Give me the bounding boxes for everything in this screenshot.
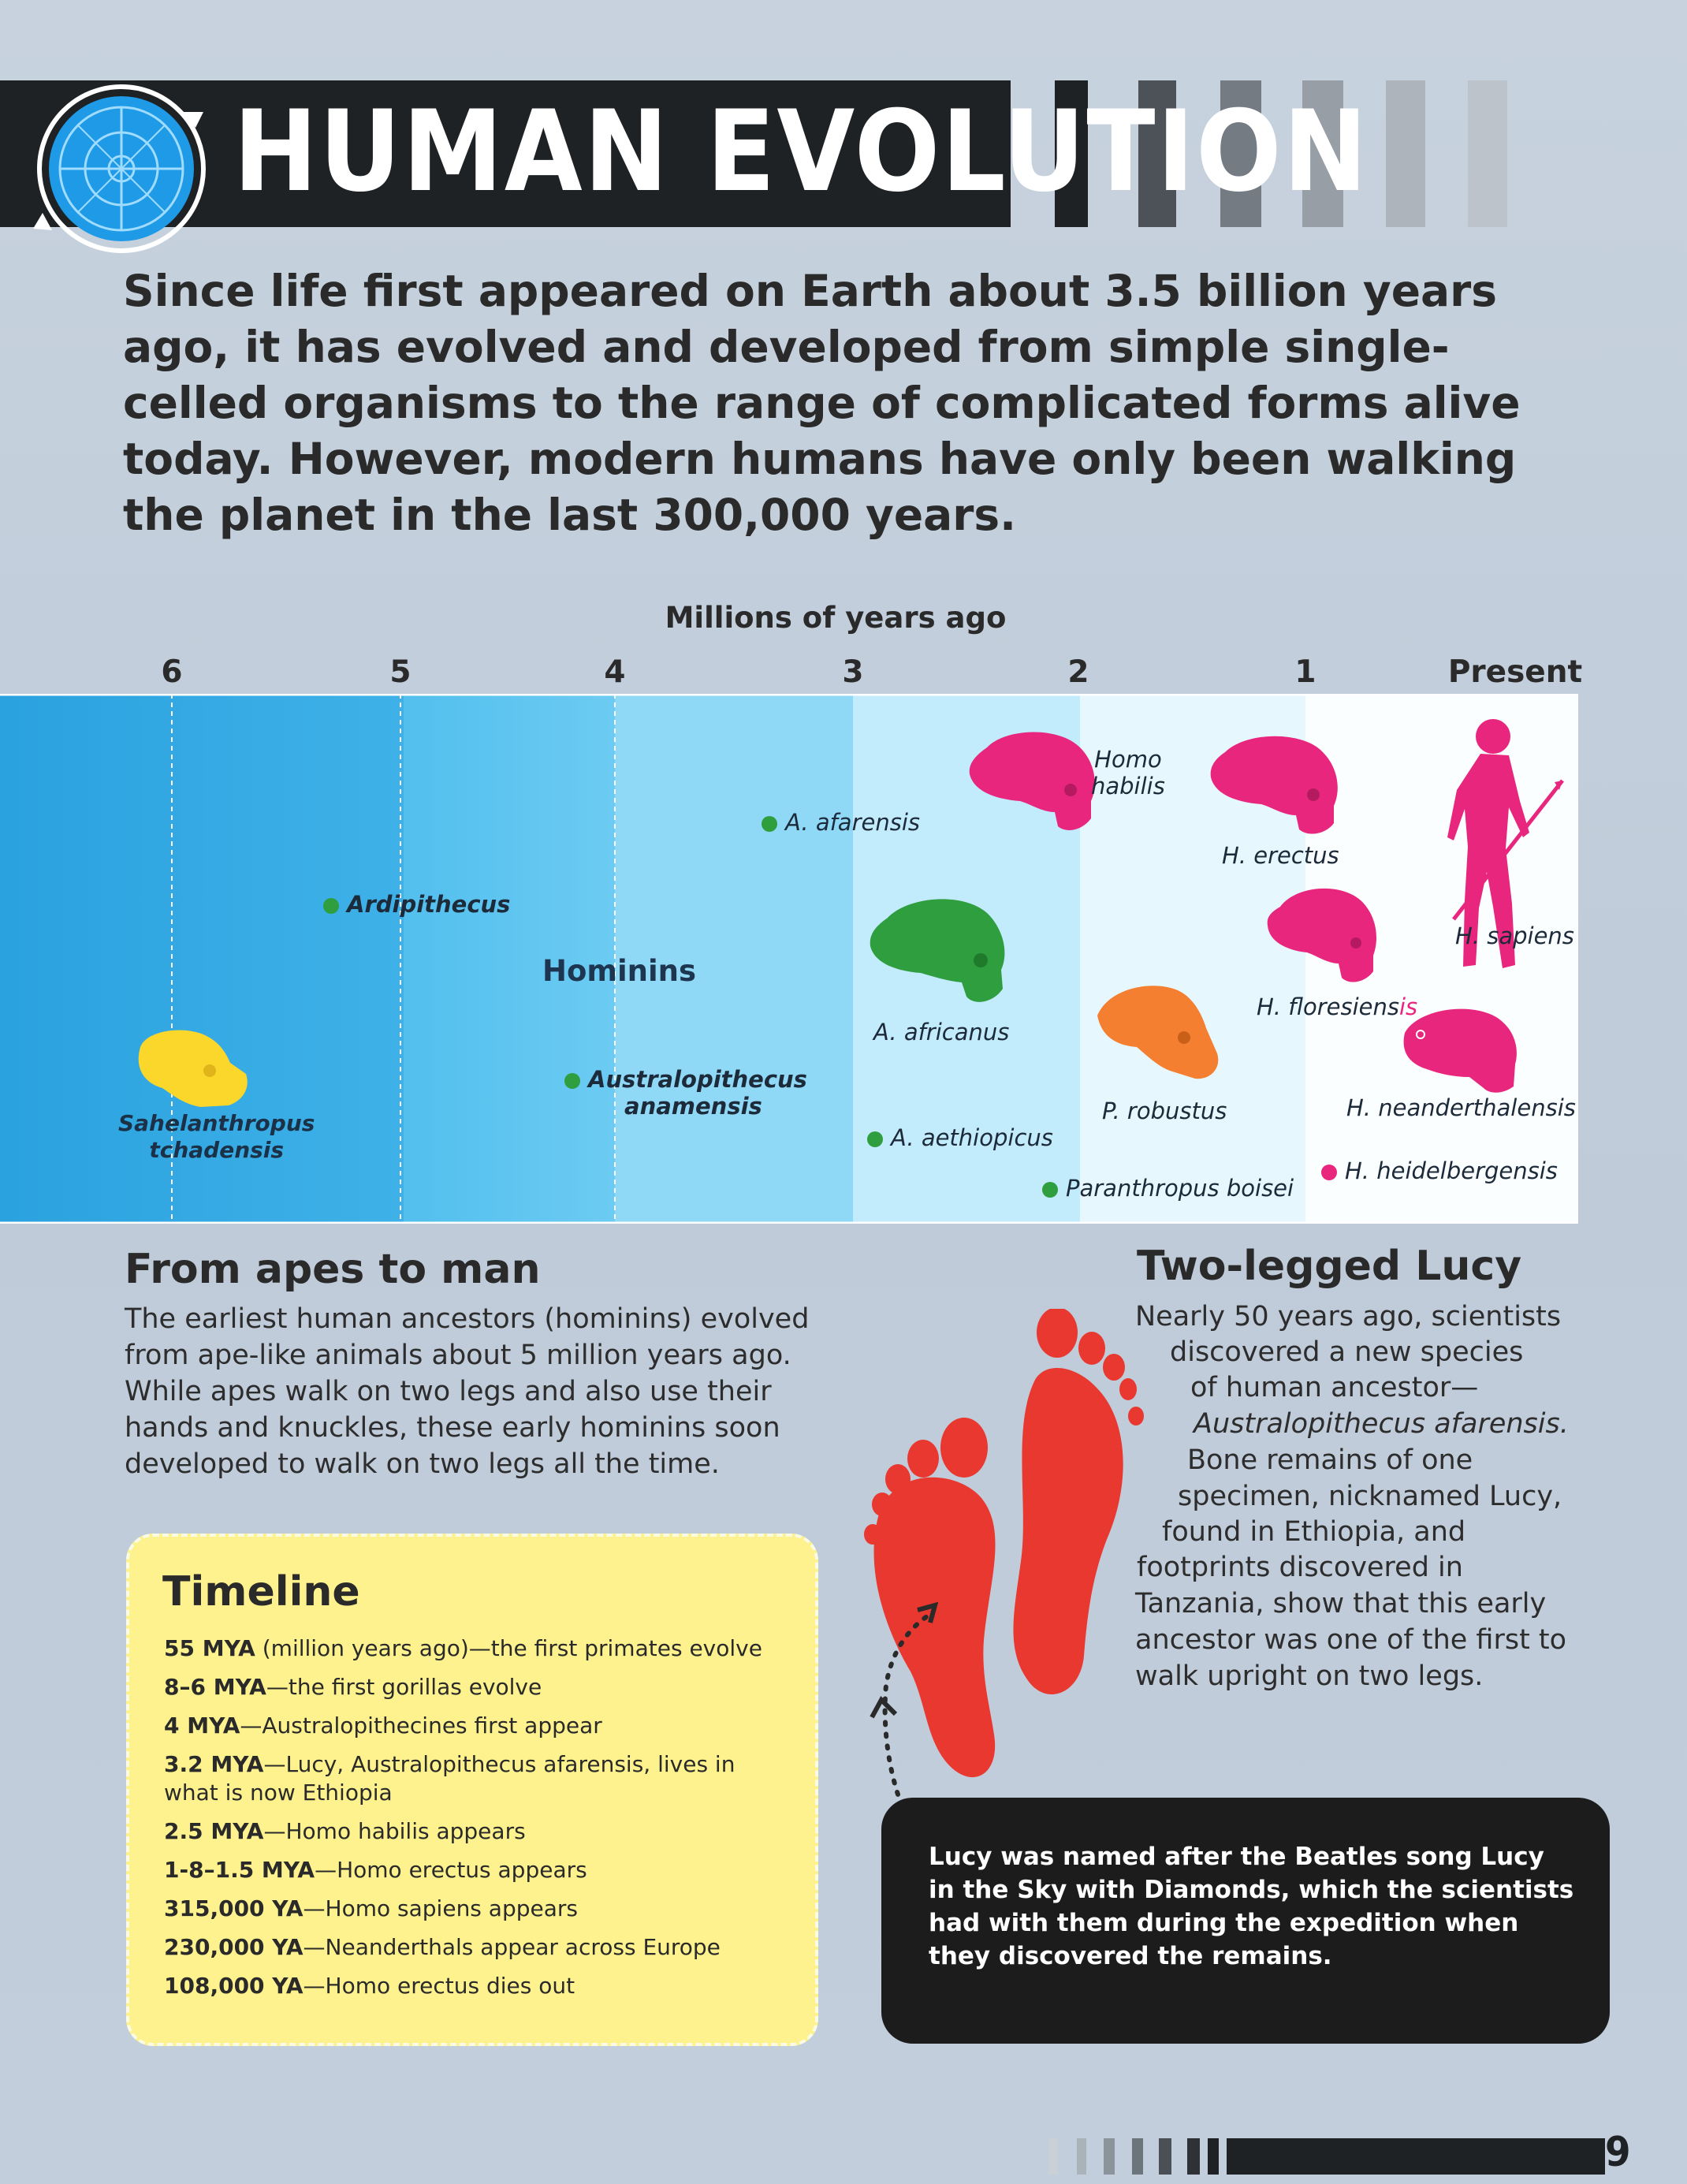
footer-bar bbox=[1227, 2138, 1605, 2175]
species-label: H. neanderthalensis bbox=[1346, 1094, 1576, 1121]
lucy-text-line: footprints discovered in bbox=[1137, 1552, 1463, 1583]
species-dot bbox=[323, 898, 339, 914]
hominins-label: Hominins bbox=[542, 954, 697, 988]
species-label: Sahelanthropus tchadensis bbox=[118, 1110, 315, 1163]
footer-stripe bbox=[1208, 2138, 1219, 2175]
timeline-item: 2.5 MYA—Homo habilis appears bbox=[164, 1818, 526, 1844]
timeline-item: 8–6 MYA—the first gorillas evolve bbox=[164, 1674, 542, 1700]
timeline-item: 4 MYA—Australopithecines first appear bbox=[164, 1713, 602, 1739]
species-label: H. floresiensis bbox=[1257, 993, 1418, 1020]
dial-clock-icon bbox=[28, 80, 218, 255]
lucy-text-line: discovered a new species bbox=[1170, 1336, 1524, 1368]
lucy-text-line: Bone remains of one bbox=[1187, 1444, 1473, 1476]
intro-paragraph: Since life first appeared on Earth about 3.5 billion years ago, it has evolved and developed from simple single-celled organisms to the range of complicated forms alive today. However, modern humans have only been walking the planet in the last 300,000 years. bbox=[123, 266, 1521, 540]
lucy-text-line: walk upright on two legs. bbox=[1135, 1660, 1484, 1692]
species-dot bbox=[1321, 1165, 1337, 1180]
footer-stripe bbox=[1077, 2138, 1086, 2175]
footer-stripe bbox=[1132, 2138, 1143, 2175]
tick-label: 2 bbox=[1067, 654, 1089, 690]
page-title: HUMAN EVOLUTION bbox=[233, 87, 1369, 217]
timeline-item: 230,000 YA—Neanderthals appear across Europe bbox=[164, 1934, 721, 1960]
species-label: H. erectus bbox=[1222, 842, 1339, 869]
lucy-text-line: Australopithecus afarensis. bbox=[1194, 1408, 1569, 1440]
section-heading: Two-legged Lucy bbox=[1137, 1243, 1522, 1290]
dotted-arrow-icon bbox=[862, 1599, 938, 1812]
lucy-text-line: of human ancestor— bbox=[1190, 1372, 1479, 1403]
lucy-text-line: ancestor was one of the first to bbox=[1135, 1624, 1567, 1656]
species-dot bbox=[867, 1131, 883, 1147]
lucy-text-line: specimen, nicknamed Lucy, bbox=[1178, 1481, 1562, 1512]
page-number: 9 bbox=[1605, 2129, 1631, 2176]
timeline-item: 315,000 YA—Homo sapiens appears bbox=[164, 1895, 578, 1921]
header-stripe bbox=[1468, 80, 1507, 227]
lucy-text-line: found in Ethiopia, and bbox=[1162, 1516, 1466, 1548]
species-label: A. africanus bbox=[873, 1019, 1010, 1045]
timeline-item: 55 MYA (million years ago)—the first primates evolve bbox=[164, 1635, 762, 1661]
fact-box bbox=[881, 1798, 1610, 2044]
species-label: H. heidelbergensis bbox=[1321, 1157, 1558, 1184]
timeline-box bbox=[126, 1534, 818, 2046]
timeline-list bbox=[164, 1634, 795, 2011]
tick-label: Present bbox=[1447, 654, 1583, 690]
p-robustus-skull-icon bbox=[1091, 978, 1223, 1085]
tick-label: 6 bbox=[161, 654, 183, 690]
sahelanthropus-skull-icon bbox=[131, 1025, 255, 1108]
species-dot bbox=[762, 816, 777, 832]
homo-habilis-skull-icon bbox=[965, 725, 1100, 836]
tick-label: 3 bbox=[842, 654, 864, 690]
lucy-text-line: Nearly 50 years ago, scientists bbox=[1135, 1301, 1562, 1332]
footer-stripe bbox=[1159, 2138, 1171, 2175]
species-dot bbox=[1042, 1182, 1058, 1198]
timeline-item: 1-8–1.5 MYA—Homo erectus appears bbox=[164, 1857, 587, 1883]
species-label: Australopithecus anamensis bbox=[564, 1066, 807, 1120]
timeline-item: 108,000 YA—Homo erectus dies out bbox=[164, 1973, 575, 1999]
species-label: P. robustus bbox=[1102, 1098, 1227, 1124]
species-label: Ardipithecus bbox=[323, 891, 510, 918]
species-label: A. aethiopicus bbox=[867, 1124, 1053, 1151]
species-label: H. sapiens bbox=[1455, 922, 1574, 949]
footer-stripe bbox=[1187, 2138, 1200, 2175]
tick-label: 1 bbox=[1294, 654, 1316, 690]
h-floresiensis-skull-icon bbox=[1264, 880, 1381, 986]
tick-label: 4 bbox=[604, 654, 626, 690]
section-heading: From apes to man bbox=[125, 1246, 541, 1293]
species-label: Homo habilis bbox=[1091, 746, 1165, 799]
footer-stripe bbox=[1048, 2138, 1058, 2175]
footer-stripe bbox=[1104, 2138, 1115, 2175]
axis-title: Millions of years ago bbox=[665, 601, 1007, 635]
tick-label: 5 bbox=[389, 654, 412, 690]
h-erectus-skull-icon bbox=[1208, 729, 1343, 839]
a-africanus-skull-icon bbox=[867, 891, 1014, 1009]
evolution-chart bbox=[0, 694, 1578, 1224]
header-stripe bbox=[1386, 80, 1425, 227]
species-label: Paranthropus boisei bbox=[1042, 1175, 1294, 1202]
timeline-heading: Timeline bbox=[162, 1568, 360, 1616]
species-dot bbox=[564, 1073, 580, 1089]
section-body: The earliest human ancestors (hominins) evolved from ape-like animals about 5 million years ago. While apes walk on two legs and also use their hands and knuckles, these early hominins soon developed to walk on two legs all the time. bbox=[125, 1303, 810, 1480]
fact-text: Lucy was named after the Beatles song Lucy in the Sky with Diamonds, which the scientists had with them during the expedition when they discovered the remains. bbox=[929, 1843, 1574, 1970]
lucy-text-line: Tanzania, show that this early bbox=[1135, 1588, 1547, 1619]
species-label: A. afarensis bbox=[762, 809, 920, 836]
timeline-item: 3.2 MYA—Lucy, Australopithecus afarensis, lives in what is now Ethiopia bbox=[164, 1751, 736, 1806]
